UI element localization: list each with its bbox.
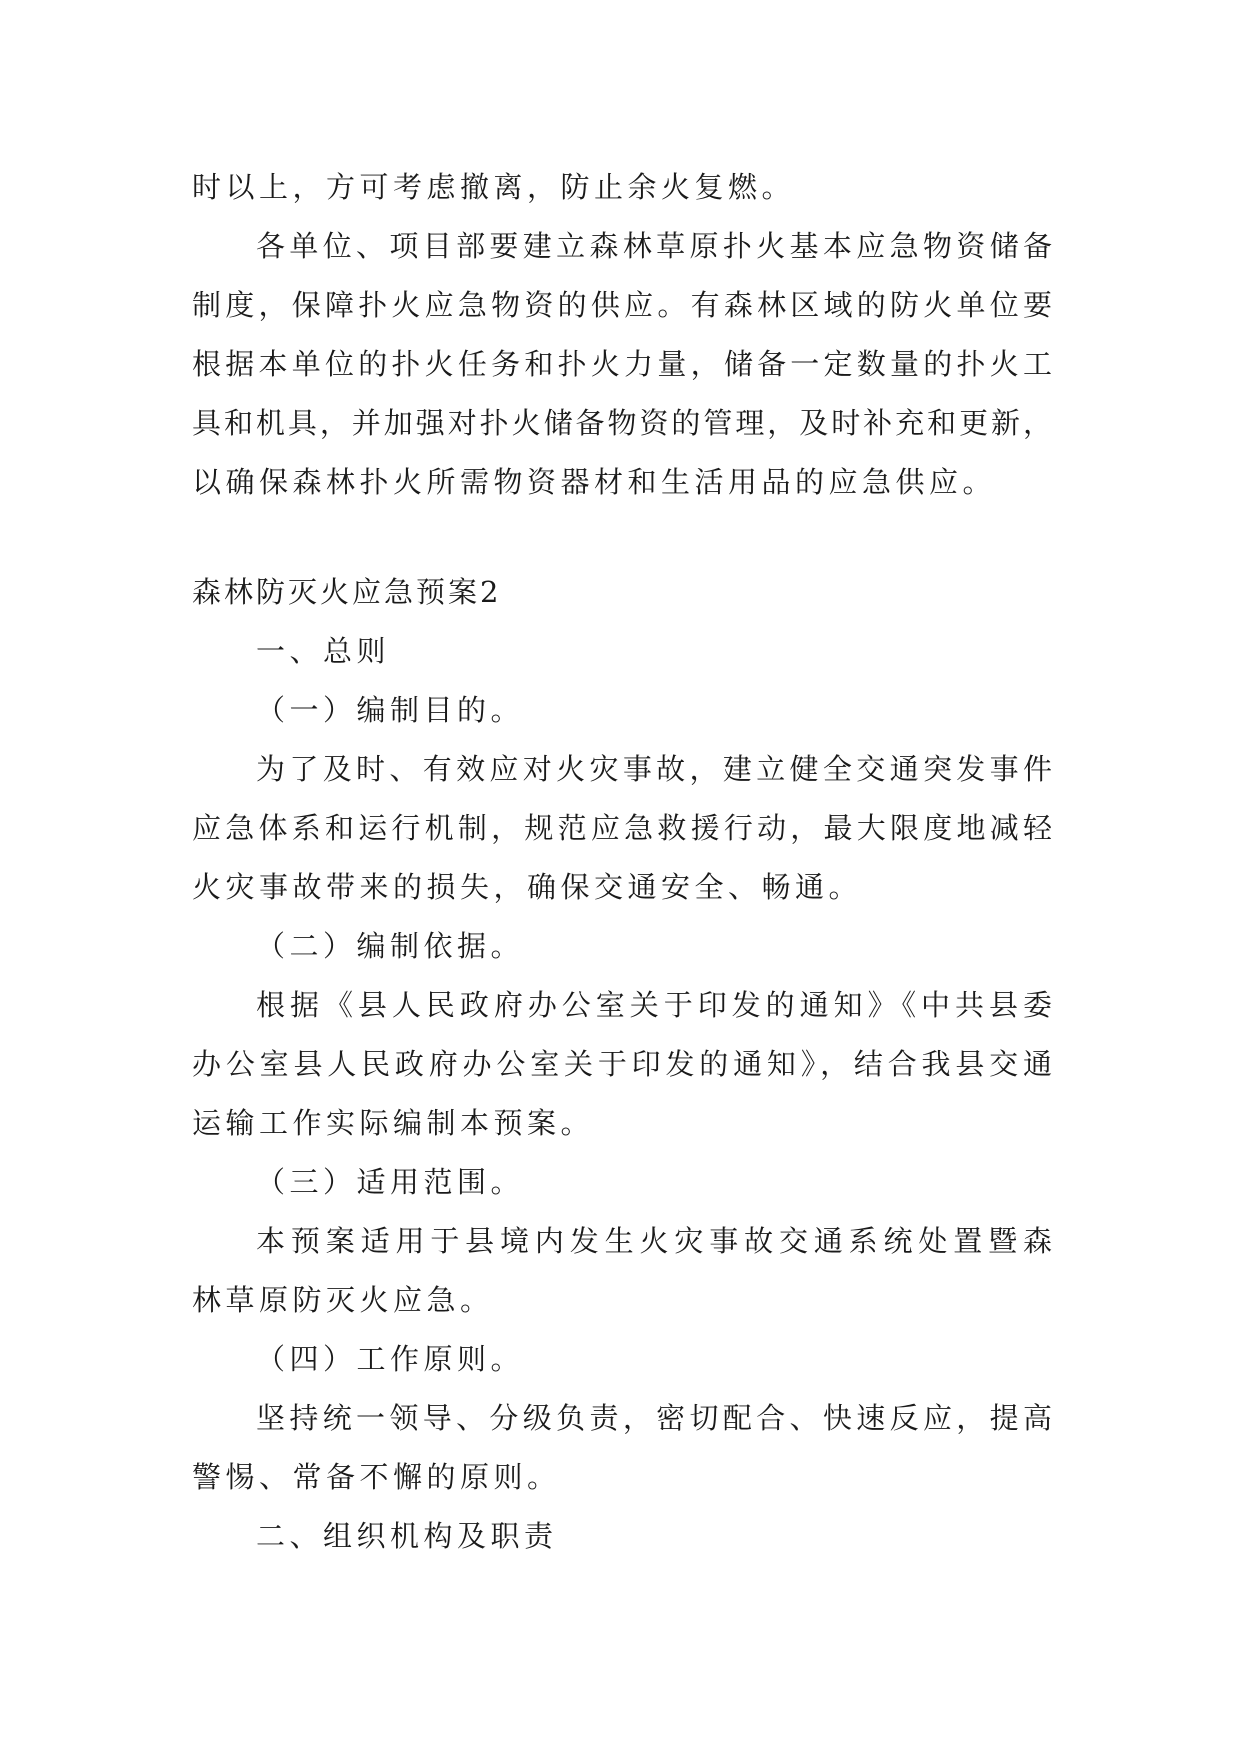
subheading: （三）适用范围。: [256, 1165, 525, 1199]
paragraph-line: 时以上，方可考虑撤离，防止余火复燃。: [192, 170, 796, 204]
paragraph-line: 警惕、常备不懈的原则。: [192, 1460, 561, 1494]
paragraph-line: 应急体系和运行机制，规范应急救援行动，最大限度地减轻: [192, 811, 1052, 845]
paragraph-line: 以确保森林扑火所需物资器材和生活用品的应急供应。: [192, 465, 997, 499]
paragraph-line: 具和机具，并加强对扑火储备物资的管理，及时补充和更新，: [192, 406, 1052, 440]
paragraph-line: 运输工作实际编制本预案。: [192, 1106, 595, 1140]
paragraph-line: 根据本单位的扑火任务和扑火力量，储备一定数量的扑火工: [192, 347, 1052, 381]
heading-organization: 二、组织机构及职责: [256, 1519, 558, 1553]
paragraph-line: 为了及时、有效应对火灾事故，建立健全交通突发事件: [256, 752, 1052, 786]
paragraph-line: 本预案适用于县境内发生火灾事故交通系统处置暨森: [256, 1224, 1052, 1258]
subheading: （四）工作原则。: [256, 1342, 525, 1376]
text-block-1: [192, 158, 1052, 512]
paragraph-line: 林草原防灭火应急。: [192, 1283, 494, 1317]
heading-general: 一、总则: [256, 634, 391, 668]
section-title: 森林防灭火应急预案2: [192, 575, 502, 609]
paragraph-line: 火灾事故带来的损失，确保交通安全、畅通。: [192, 870, 863, 904]
paragraph-line: 制度，保障扑火应急物资的供应。有森林区域的防火单位要: [192, 288, 1052, 322]
paragraph-line: 办公室县人民政府办公室关于印发的通知》，结合我县交通: [192, 1047, 1052, 1081]
text-block-2: [192, 563, 1052, 1566]
paragraph-line: 坚持统一领导、分级负责，密切配合、快速反应，提高: [256, 1401, 1052, 1435]
subheading: （一）编制目的。: [256, 693, 525, 727]
subheading: （二）编制依据。: [256, 929, 525, 963]
paragraph-line: 各单位、项目部要建立森林草原扑火基本应急物资储备: [256, 229, 1052, 263]
paragraph-line: 根据《县人民政府办公室关于印发的通知》《中共县委: [256, 988, 1052, 1022]
